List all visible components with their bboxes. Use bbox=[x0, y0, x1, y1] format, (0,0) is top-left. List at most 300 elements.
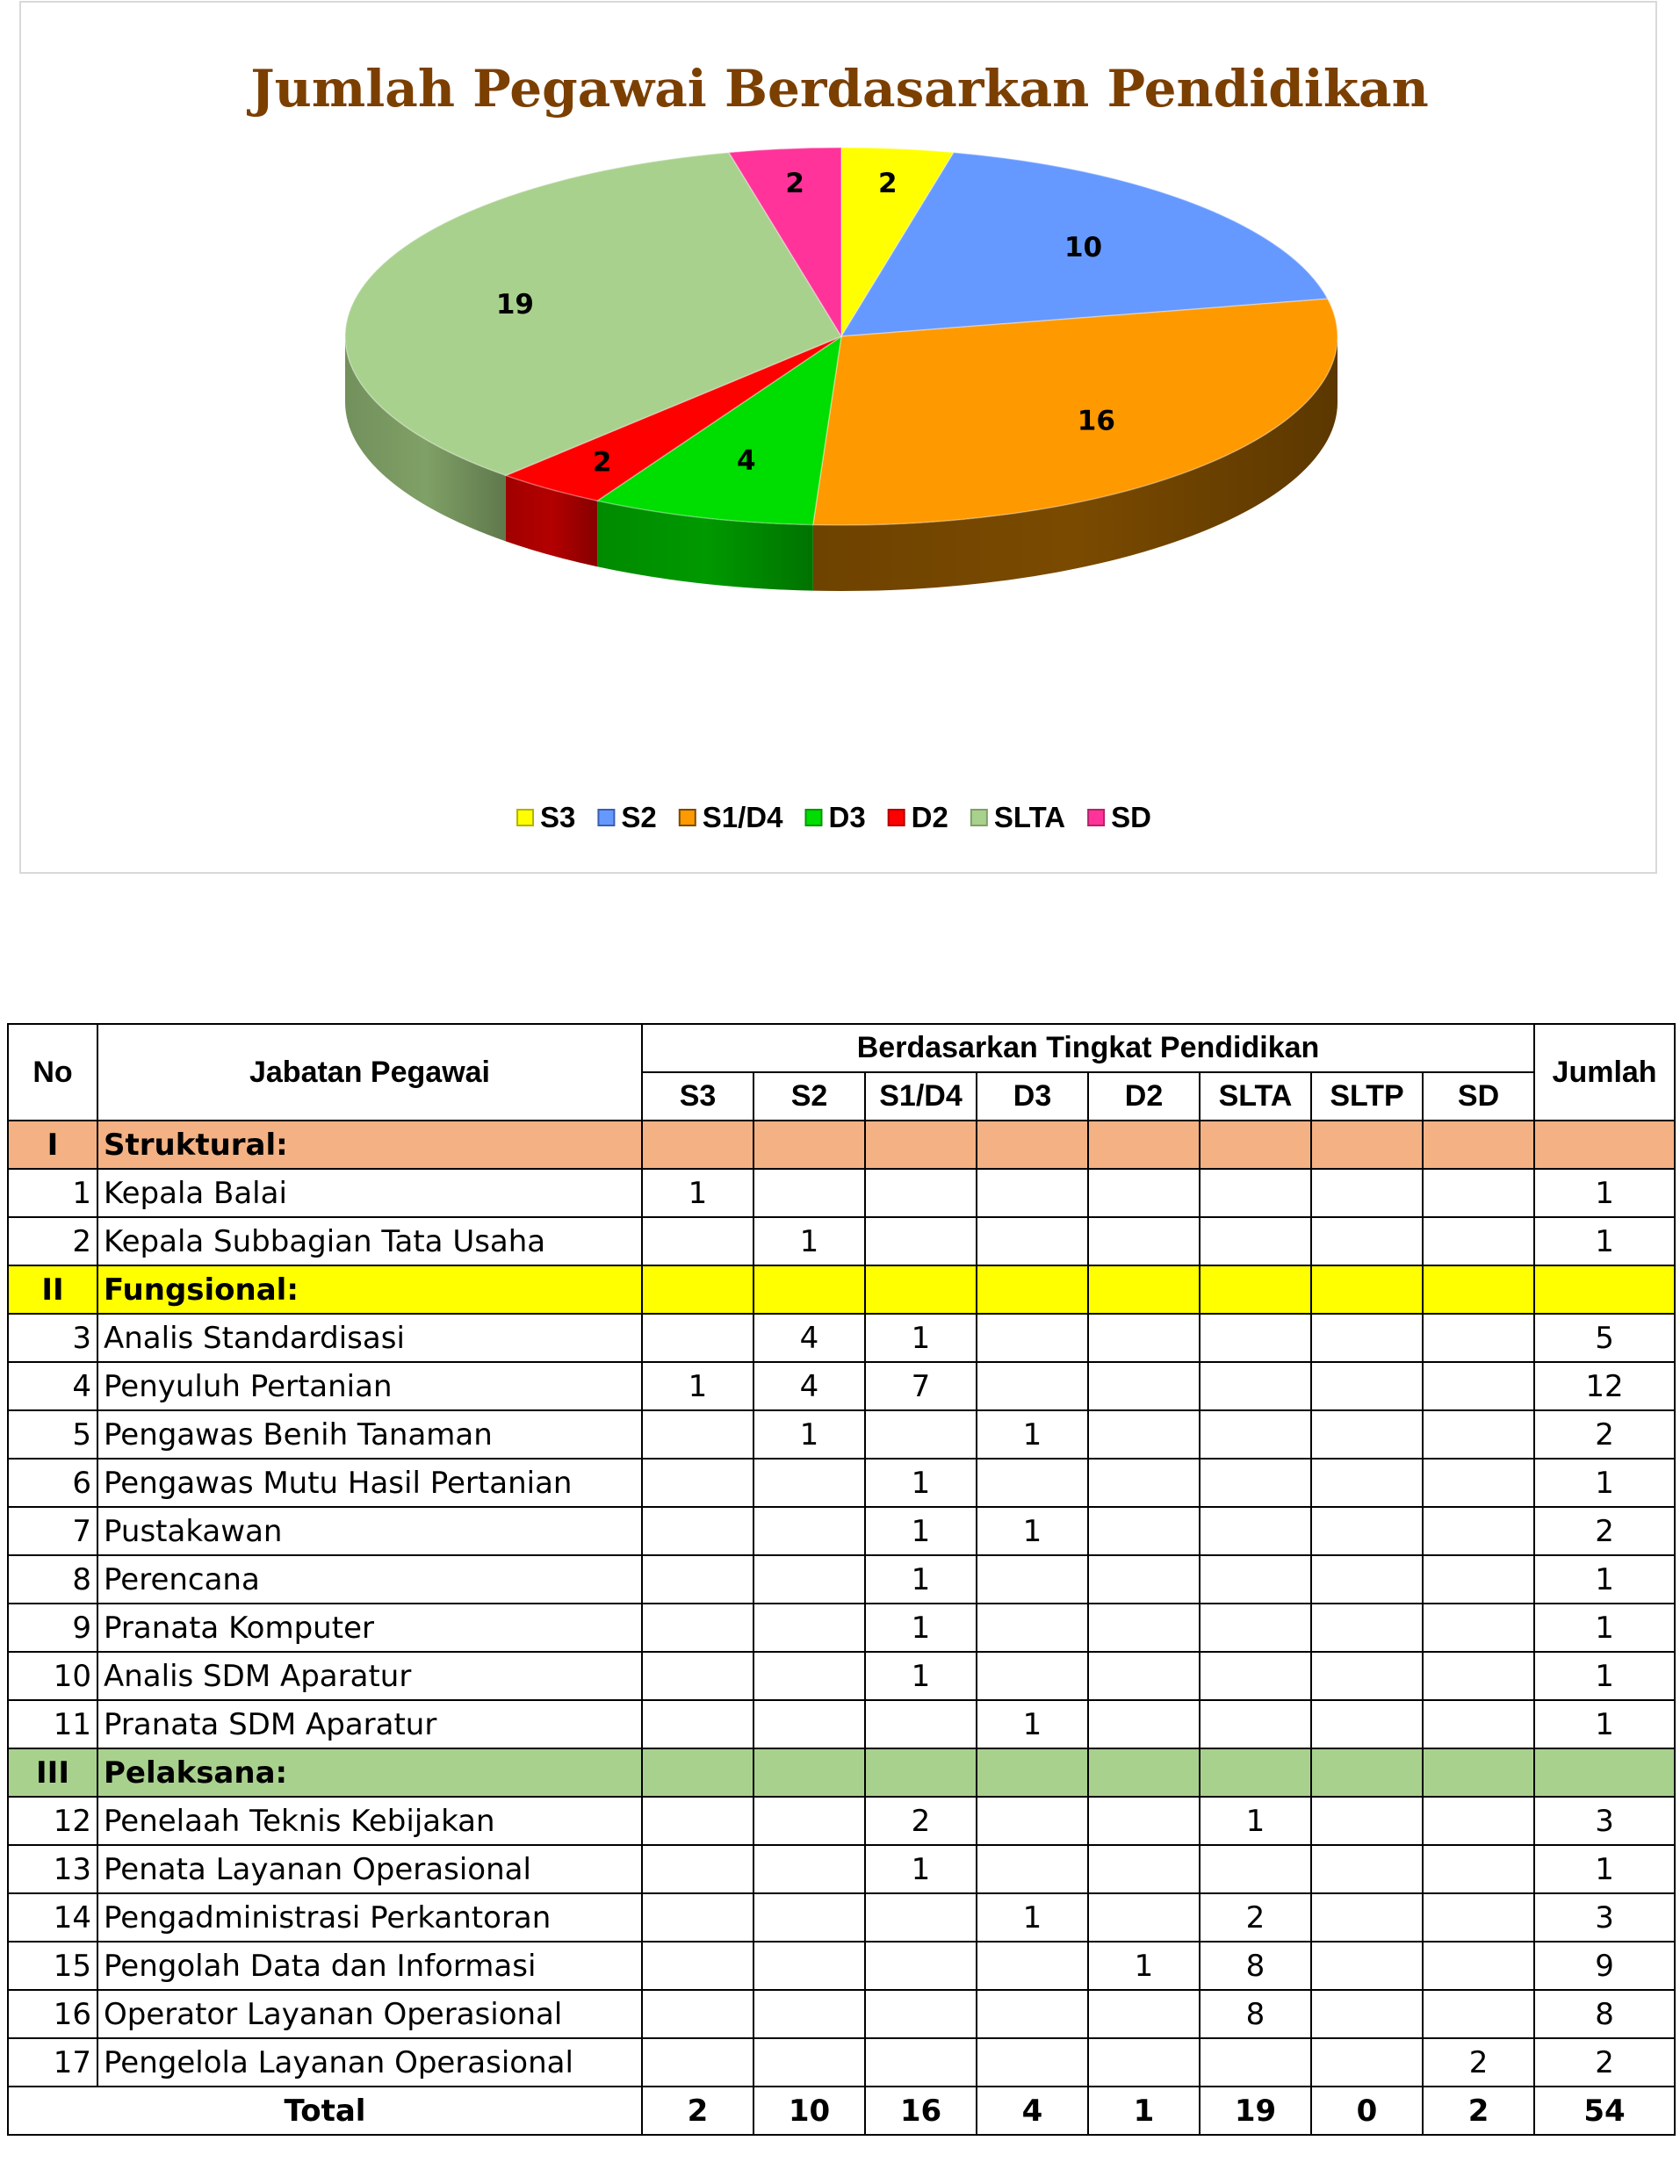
row-level-value bbox=[1088, 2038, 1200, 2087]
section-empty-cell bbox=[753, 1121, 865, 1169]
row-level-value bbox=[1311, 1410, 1423, 1459]
row-level-value bbox=[1311, 2038, 1423, 2087]
row-level-value bbox=[977, 2038, 1088, 2087]
row-number: 15 bbox=[8, 1942, 97, 1990]
row-jumlah: 12 bbox=[1534, 1362, 1675, 1410]
row-level-value bbox=[1200, 1604, 1311, 1652]
row-jumlah: 1 bbox=[1534, 1555, 1675, 1604]
chart-legend bbox=[517, 801, 1151, 833]
row-level-value bbox=[753, 2038, 865, 2087]
header-level: S3 bbox=[642, 1072, 753, 1121]
section-empty-cell bbox=[1200, 1121, 1311, 1169]
total-level-value: 1 bbox=[1088, 2087, 1200, 2135]
row-level-value bbox=[642, 1845, 753, 1893]
row-level-value bbox=[977, 1555, 1088, 1604]
total-jumlah: 54 bbox=[1534, 2087, 1675, 2135]
row-level-value bbox=[1088, 1990, 1200, 2038]
row-level-value bbox=[753, 1990, 865, 2038]
row-level-value: 4 bbox=[753, 1314, 865, 1362]
slice-value-label: 10 bbox=[1064, 232, 1103, 264]
section-empty-cell bbox=[865, 1265, 977, 1314]
row-level-value bbox=[1088, 1893, 1200, 1942]
legend-item-s3 bbox=[517, 801, 575, 833]
row-level-value bbox=[642, 1990, 753, 2038]
row-level-value bbox=[1311, 1459, 1423, 1507]
legend-swatch bbox=[680, 810, 696, 825]
row-jabatan: Pustakawan bbox=[97, 1507, 642, 1555]
row-jabatan: Pengolah Data dan Informasi bbox=[97, 1942, 642, 1990]
chart-panel bbox=[19, 1, 1657, 874]
chart-title: Jumlah Pegawai Berdasarkan Pendidikan bbox=[250, 59, 1429, 119]
section-empty-cell bbox=[1534, 1748, 1675, 1797]
slice-value-label: 2 bbox=[592, 446, 612, 479]
total-row bbox=[8, 2087, 1675, 2135]
row-jumlah: 5 bbox=[1534, 1314, 1675, 1362]
row-level-value bbox=[1200, 1459, 1311, 1507]
row-level-value bbox=[1423, 1362, 1534, 1410]
row-jumlah: 2 bbox=[1534, 1507, 1675, 1555]
row-level-value bbox=[642, 1700, 753, 1748]
row-level-value bbox=[1423, 1410, 1534, 1459]
total-level-value: 0 bbox=[1311, 2087, 1423, 2135]
row-jumlah: 1 bbox=[1534, 1169, 1675, 1217]
row-level-value bbox=[1200, 1700, 1311, 1748]
header-no: No bbox=[8, 1024, 97, 1121]
row-level-value bbox=[1200, 1169, 1311, 1217]
legend-label: D2 bbox=[911, 801, 948, 833]
slice-value-label: 4 bbox=[736, 444, 756, 477]
row-level-value: 1 bbox=[977, 1700, 1088, 1748]
total-level-value: 2 bbox=[1423, 2087, 1534, 2135]
section-empty-cell bbox=[1534, 1265, 1675, 1314]
header-jumlah: Jumlah bbox=[1534, 1024, 1675, 1121]
table-row bbox=[8, 1459, 1675, 1507]
slice-value-label: 19 bbox=[495, 288, 534, 321]
row-level-value bbox=[1423, 1893, 1534, 1942]
legend-swatch bbox=[889, 810, 905, 825]
row-level-value bbox=[1423, 1507, 1534, 1555]
row-jumlah: 1 bbox=[1534, 1217, 1675, 1265]
row-level-value bbox=[865, 2038, 977, 2087]
row-number: 14 bbox=[8, 1893, 97, 1942]
row-level-value bbox=[1311, 1700, 1423, 1748]
legend-item-s1-d4 bbox=[680, 801, 783, 833]
row-level-value bbox=[865, 1700, 977, 1748]
row-level-value: 1 bbox=[977, 1893, 1088, 1942]
header-level: S2 bbox=[753, 1072, 865, 1121]
row-level-value bbox=[753, 1942, 865, 1990]
row-level-value bbox=[1311, 1990, 1423, 2038]
legend-label: S3 bbox=[540, 801, 576, 833]
row-level-value bbox=[753, 1893, 865, 1942]
section-empty-cell bbox=[1534, 1121, 1675, 1169]
row-level-value: 2 bbox=[865, 1797, 977, 1845]
row-level-value bbox=[642, 1893, 753, 1942]
row-level-value bbox=[865, 1990, 977, 2038]
pie-chart bbox=[21, 3, 1659, 876]
table-row bbox=[8, 1652, 1675, 1700]
section-empty-cell bbox=[1088, 1265, 1200, 1314]
row-jumlah: 1 bbox=[1534, 1652, 1675, 1700]
section-empty-cell bbox=[865, 1121, 977, 1169]
header-education-group: Berdasarkan Tingkat Pendidikan bbox=[642, 1024, 1534, 1072]
table-row bbox=[8, 1700, 1675, 1748]
row-level-value: 1 bbox=[865, 1555, 977, 1604]
row-level-value bbox=[977, 1217, 1088, 1265]
row-level-value bbox=[1423, 1555, 1534, 1604]
row-number: 6 bbox=[8, 1459, 97, 1507]
row-level-value: 1 bbox=[1200, 1797, 1311, 1845]
employee-education-table bbox=[7, 1023, 1676, 2136]
row-jumlah: 1 bbox=[1534, 1700, 1675, 1748]
pie-tops bbox=[345, 148, 1338, 525]
row-level-value bbox=[1423, 1169, 1534, 1217]
row-level-value: 2 bbox=[1200, 1893, 1311, 1942]
row-level-value bbox=[1423, 1990, 1534, 2038]
table-row bbox=[8, 1942, 1675, 1990]
row-jabatan: Pranata Komputer bbox=[97, 1604, 642, 1652]
row-number: 4 bbox=[8, 1362, 97, 1410]
row-level-value bbox=[1088, 1217, 1200, 1265]
row-level-value bbox=[1088, 1507, 1200, 1555]
row-jabatan: Pengadministrasi Perkantoran bbox=[97, 1893, 642, 1942]
row-jumlah: 2 bbox=[1534, 2038, 1675, 2087]
row-number: 3 bbox=[8, 1314, 97, 1362]
row-level-value bbox=[865, 1169, 977, 1217]
row-number: 10 bbox=[8, 1652, 97, 1700]
row-level-value bbox=[642, 1652, 753, 1700]
row-level-value bbox=[977, 1314, 1088, 1362]
row-level-value bbox=[642, 1555, 753, 1604]
row-level-value bbox=[1423, 1700, 1534, 1748]
row-level-value bbox=[1088, 1169, 1200, 1217]
row-level-value: 7 bbox=[865, 1362, 977, 1410]
table-row bbox=[8, 1555, 1675, 1604]
section-empty-cell bbox=[977, 1265, 1088, 1314]
row-level-value bbox=[1311, 1604, 1423, 1652]
section-empty-cell bbox=[1200, 1265, 1311, 1314]
row-level-value bbox=[753, 1507, 865, 1555]
total-label: Total bbox=[8, 2087, 642, 2135]
table-header bbox=[8, 1024, 1675, 1121]
row-level-value: 1 bbox=[753, 1410, 865, 1459]
section-name: Struktural: bbox=[97, 1121, 642, 1169]
legend-label: S2 bbox=[621, 801, 657, 833]
row-level-value bbox=[1311, 1507, 1423, 1555]
slice-value-label: 16 bbox=[1077, 405, 1115, 437]
table-row bbox=[8, 1797, 1675, 1845]
section-empty-cell bbox=[1088, 1748, 1200, 1797]
section-empty-cell bbox=[865, 1748, 977, 1797]
row-number: 8 bbox=[8, 1555, 97, 1604]
row-level-value bbox=[753, 1845, 865, 1893]
header-level: D2 bbox=[1088, 1072, 1200, 1121]
section-empty-cell bbox=[753, 1265, 865, 1314]
section-empty-cell bbox=[1200, 1748, 1311, 1797]
row-level-value: 8 bbox=[1200, 1990, 1311, 2038]
row-jumlah: 2 bbox=[1534, 1410, 1675, 1459]
row-level-value bbox=[753, 1652, 865, 1700]
section-row bbox=[8, 1121, 1675, 1169]
row-level-value bbox=[1088, 1604, 1200, 1652]
row-level-value bbox=[642, 1604, 753, 1652]
row-level-value bbox=[1200, 1652, 1311, 1700]
section-name: Fungsional: bbox=[97, 1265, 642, 1314]
section-empty-cell bbox=[1423, 1121, 1534, 1169]
row-level-value bbox=[977, 1604, 1088, 1652]
row-level-value bbox=[1311, 1314, 1423, 1362]
row-level-value bbox=[1088, 1555, 1200, 1604]
row-level-value bbox=[753, 1169, 865, 1217]
row-level-value bbox=[1311, 1169, 1423, 1217]
row-level-value: 1 bbox=[865, 1652, 977, 1700]
table-row bbox=[8, 1604, 1675, 1652]
row-level-value bbox=[753, 1797, 865, 1845]
row-level-value bbox=[1088, 1410, 1200, 1459]
row-level-value: 2 bbox=[1423, 2038, 1534, 2087]
row-level-value bbox=[1088, 1845, 1200, 1893]
row-level-value bbox=[1423, 1604, 1534, 1652]
table-row bbox=[8, 1507, 1675, 1555]
section-empty-cell bbox=[642, 1265, 753, 1314]
total-level-value: 19 bbox=[1200, 2087, 1311, 2135]
total-level-value: 4 bbox=[977, 2087, 1088, 2135]
row-level-value bbox=[1088, 1362, 1200, 1410]
row-jabatan: Analis SDM Aparatur bbox=[97, 1652, 642, 1700]
row-number: 1 bbox=[8, 1169, 97, 1217]
legend-label: S1/D4 bbox=[702, 801, 783, 833]
row-level-value bbox=[1200, 2038, 1311, 2087]
section-empty-cell bbox=[977, 1748, 1088, 1797]
table-row bbox=[8, 1362, 1675, 1410]
row-level-value bbox=[1423, 1797, 1534, 1845]
row-level-value bbox=[1088, 1459, 1200, 1507]
row-level-value bbox=[1200, 1314, 1311, 1362]
row-level-value bbox=[1311, 1797, 1423, 1845]
legend-swatch bbox=[805, 810, 821, 825]
legend-item-sd bbox=[1088, 801, 1151, 833]
row-level-value bbox=[1423, 1314, 1534, 1362]
row-jabatan: Pengawas Mutu Hasil Pertanian bbox=[97, 1459, 642, 1507]
row-jabatan: Penyuluh Pertanian bbox=[97, 1362, 642, 1410]
row-jabatan: Penata Layanan Operasional bbox=[97, 1845, 642, 1893]
slice-value-label: 2 bbox=[785, 167, 804, 199]
row-level-value bbox=[1311, 1893, 1423, 1942]
legend-label: SLTA bbox=[993, 801, 1066, 833]
total-level-value: 2 bbox=[642, 2087, 753, 2135]
slice-value-label: 2 bbox=[878, 167, 898, 199]
section-row bbox=[8, 1265, 1675, 1314]
row-level-value bbox=[753, 1604, 865, 1652]
total-level-value: 10 bbox=[753, 2087, 865, 2135]
header-level: SLTP bbox=[1311, 1072, 1423, 1121]
row-level-value: 1 bbox=[977, 1507, 1088, 1555]
row-level-value bbox=[865, 1410, 977, 1459]
table-row bbox=[8, 1990, 1675, 2038]
row-jumlah: 9 bbox=[1534, 1942, 1675, 1990]
legend-label: D3 bbox=[828, 801, 866, 833]
section-empty-cell bbox=[1311, 1265, 1423, 1314]
row-level-value bbox=[642, 1942, 753, 1990]
row-level-value bbox=[1423, 1652, 1534, 1700]
row-level-value bbox=[977, 1459, 1088, 1507]
row-level-value: 1 bbox=[865, 1845, 977, 1893]
row-level-value bbox=[977, 1169, 1088, 1217]
header-level: SLTA bbox=[1200, 1072, 1311, 1121]
row-level-value: 1 bbox=[977, 1410, 1088, 1459]
row-level-value bbox=[1311, 1845, 1423, 1893]
section-empty-cell bbox=[642, 1121, 753, 1169]
row-jabatan: Pengawas Benih Tanaman bbox=[97, 1410, 642, 1459]
row-number: 13 bbox=[8, 1845, 97, 1893]
row-level-value bbox=[977, 1845, 1088, 1893]
row-level-value bbox=[1200, 1555, 1311, 1604]
row-jumlah: 3 bbox=[1534, 1797, 1675, 1845]
section-row bbox=[8, 1748, 1675, 1797]
row-level-value bbox=[1423, 1942, 1534, 1990]
row-level-value bbox=[977, 1797, 1088, 1845]
table-row bbox=[8, 1410, 1675, 1459]
row-level-value bbox=[1200, 1507, 1311, 1555]
row-jabatan: Pranata SDM Aparatur bbox=[97, 1700, 642, 1748]
row-number: 17 bbox=[8, 2038, 97, 2087]
legend-item-d3 bbox=[805, 801, 865, 833]
row-jumlah: 8 bbox=[1534, 1990, 1675, 2038]
row-number: 2 bbox=[8, 1217, 97, 1265]
row-level-value: 1 bbox=[1088, 1942, 1200, 1990]
row-number: 16 bbox=[8, 1990, 97, 2038]
row-level-value: 1 bbox=[865, 1459, 977, 1507]
row-number: 9 bbox=[8, 1604, 97, 1652]
row-level-value: 1 bbox=[642, 1169, 753, 1217]
row-level-value bbox=[865, 1217, 977, 1265]
table-row bbox=[8, 2038, 1675, 2087]
row-jumlah: 1 bbox=[1534, 1845, 1675, 1893]
row-level-value bbox=[1423, 1217, 1534, 1265]
legend-swatch bbox=[517, 810, 533, 825]
row-level-value bbox=[1200, 1362, 1311, 1410]
row-level-value bbox=[865, 1893, 977, 1942]
row-level-value bbox=[753, 1700, 865, 1748]
row-level-value: 1 bbox=[753, 1217, 865, 1265]
row-level-value bbox=[1200, 1410, 1311, 1459]
row-level-value bbox=[1311, 1362, 1423, 1410]
section-roman: I bbox=[8, 1121, 97, 1169]
row-level-value: 4 bbox=[753, 1362, 865, 1410]
row-level-value bbox=[1311, 1217, 1423, 1265]
row-number: 5 bbox=[8, 1410, 97, 1459]
row-level-value bbox=[1200, 1217, 1311, 1265]
row-level-value: 8 bbox=[1200, 1942, 1311, 1990]
row-jabatan: Analis Standardisasi bbox=[97, 1314, 642, 1362]
row-level-value bbox=[1311, 1555, 1423, 1604]
row-jabatan: Kepala Balai bbox=[97, 1169, 642, 1217]
row-jabatan: Pengelola Layanan Operasional bbox=[97, 2038, 642, 2087]
table-row bbox=[8, 1893, 1675, 1942]
section-empty-cell bbox=[1423, 1748, 1534, 1797]
section-roman: III bbox=[8, 1748, 97, 1797]
row-level-value bbox=[1200, 1845, 1311, 1893]
section-empty-cell bbox=[753, 1748, 865, 1797]
row-level-value bbox=[977, 1942, 1088, 1990]
row-level-value bbox=[753, 1459, 865, 1507]
section-empty-cell bbox=[1311, 1748, 1423, 1797]
legend-item-s2 bbox=[598, 801, 656, 833]
legend-swatch bbox=[971, 810, 987, 825]
row-level-value bbox=[1423, 1845, 1534, 1893]
row-level-value bbox=[1088, 1700, 1200, 1748]
row-jabatan: Operator Layanan Operasional bbox=[97, 1990, 642, 2038]
row-level-value: 1 bbox=[865, 1314, 977, 1362]
section-roman: II bbox=[8, 1265, 97, 1314]
row-level-value bbox=[977, 1652, 1088, 1700]
legend-item-slta bbox=[971, 801, 1065, 833]
section-empty-cell bbox=[642, 1748, 753, 1797]
section-empty-cell bbox=[1088, 1121, 1200, 1169]
section-name: Pelaksana: bbox=[97, 1748, 642, 1797]
legend-item-d2 bbox=[889, 801, 948, 833]
table-body bbox=[8, 1121, 1675, 2135]
table-row bbox=[8, 1169, 1675, 1217]
row-level-value bbox=[753, 1555, 865, 1604]
row-level-value bbox=[1311, 1942, 1423, 1990]
row-level-value bbox=[642, 1797, 753, 1845]
row-jabatan: Penelaah Teknis Kebijakan bbox=[97, 1797, 642, 1845]
section-empty-cell bbox=[977, 1121, 1088, 1169]
total-level-value: 16 bbox=[865, 2087, 977, 2135]
header-jabatan: Jabatan Pegawai bbox=[97, 1024, 642, 1121]
header-level: D3 bbox=[977, 1072, 1088, 1121]
row-level-value bbox=[1088, 1797, 1200, 1845]
row-jabatan: Kepala Subbagian Tata Usaha bbox=[97, 1217, 642, 1265]
legend-swatch bbox=[1088, 810, 1104, 825]
row-level-value bbox=[642, 1217, 753, 1265]
row-number: 12 bbox=[8, 1797, 97, 1845]
header-level: SD bbox=[1423, 1072, 1534, 1121]
row-level-value bbox=[1311, 1652, 1423, 1700]
row-level-value bbox=[642, 1507, 753, 1555]
row-level-value bbox=[865, 1942, 977, 1990]
row-level-value bbox=[1088, 1314, 1200, 1362]
row-number: 11 bbox=[8, 1700, 97, 1748]
header-level: S1/D4 bbox=[865, 1072, 977, 1121]
row-level-value bbox=[642, 1410, 753, 1459]
row-level-value bbox=[1088, 1652, 1200, 1700]
row-level-value bbox=[1423, 1459, 1534, 1507]
row-level-value bbox=[642, 2038, 753, 2087]
employee-table-wrap bbox=[7, 1023, 1674, 2136]
legend-label: SD bbox=[1111, 801, 1151, 833]
row-level-value: 1 bbox=[865, 1604, 977, 1652]
row-jumlah: 1 bbox=[1534, 1459, 1675, 1507]
row-jabatan: Perencana bbox=[97, 1555, 642, 1604]
row-level-value bbox=[642, 1459, 753, 1507]
section-empty-cell bbox=[1423, 1265, 1534, 1314]
row-level-value bbox=[642, 1314, 753, 1362]
table-row bbox=[8, 1217, 1675, 1265]
row-level-value bbox=[977, 1362, 1088, 1410]
row-number: 7 bbox=[8, 1507, 97, 1555]
row-level-value: 1 bbox=[865, 1507, 977, 1555]
table-row bbox=[8, 1314, 1675, 1362]
row-level-value bbox=[977, 1990, 1088, 2038]
legend-swatch bbox=[598, 810, 614, 825]
table-row bbox=[8, 1845, 1675, 1893]
row-jumlah: 1 bbox=[1534, 1604, 1675, 1652]
row-jumlah: 3 bbox=[1534, 1893, 1675, 1942]
row-level-value: 1 bbox=[642, 1362, 753, 1410]
section-empty-cell bbox=[1311, 1121, 1423, 1169]
